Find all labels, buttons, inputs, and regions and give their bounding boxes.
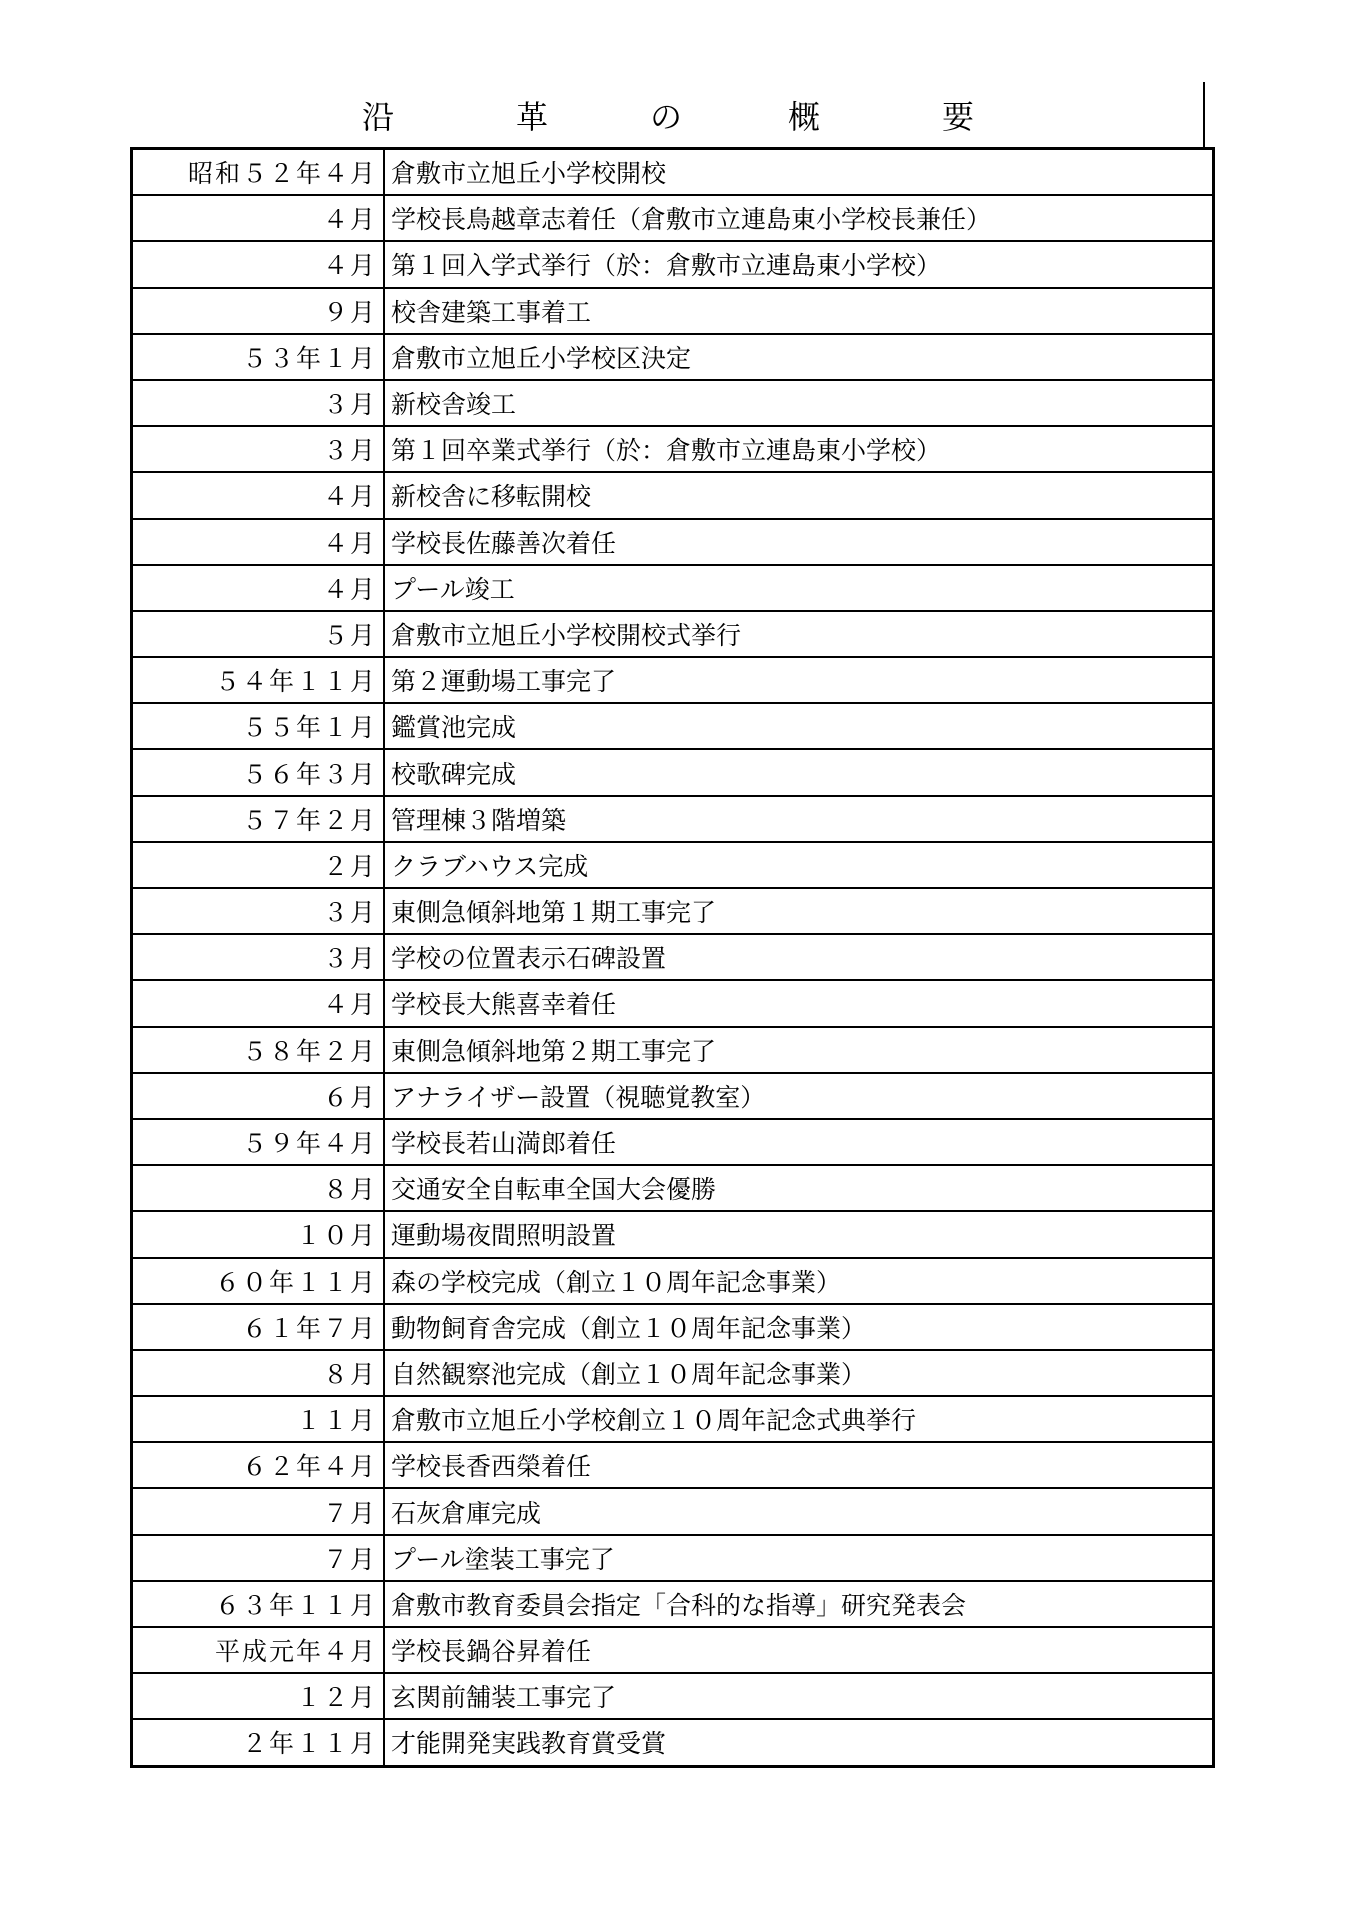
row-event: 校歌碑完成 bbox=[384, 749, 1214, 795]
table-row bbox=[132, 1719, 1214, 1766]
row-date: ５７年２月 bbox=[132, 796, 385, 842]
row-date: ５８年２月 bbox=[132, 1027, 385, 1073]
table-row bbox=[132, 472, 1214, 518]
table-row bbox=[132, 1396, 1214, 1442]
row-event: 東側急傾斜地第２期工事完了 bbox=[384, 1027, 1214, 1073]
row-event: 交通安全自転車全国大会優勝 bbox=[384, 1165, 1214, 1211]
table-row bbox=[132, 888, 1214, 934]
table-row bbox=[132, 1350, 1214, 1396]
table-row bbox=[132, 149, 1214, 196]
table-row bbox=[132, 1119, 1214, 1165]
row-event: 倉敷市立旭丘小学校区決定 bbox=[384, 334, 1214, 380]
row-event: 倉敷市立旭丘小学校開校式挙行 bbox=[384, 611, 1214, 657]
row-event: 倉敷市立旭丘小学校開校 bbox=[384, 149, 1214, 196]
table-row bbox=[132, 657, 1214, 703]
table-row bbox=[132, 980, 1214, 1026]
document-title bbox=[130, 92, 1205, 138]
row-date: ９月 bbox=[132, 288, 385, 334]
row-date: ３月 bbox=[132, 380, 385, 426]
table-row bbox=[132, 1211, 1214, 1257]
table-row bbox=[132, 519, 1214, 565]
row-date: ７月 bbox=[132, 1535, 385, 1581]
table-row bbox=[132, 1673, 1214, 1719]
row-date: ２月 bbox=[132, 842, 385, 888]
row-date: ４月 bbox=[132, 980, 385, 1026]
table-row bbox=[132, 426, 1214, 472]
row-event: 倉敷市教育委員会指定「合科的な指導」研究発表会 bbox=[384, 1581, 1214, 1627]
row-date: ３月 bbox=[132, 426, 385, 472]
row-date: ３月 bbox=[132, 934, 385, 980]
row-date: ５９年４月 bbox=[132, 1119, 385, 1165]
title-char: 革 bbox=[516, 98, 549, 136]
table-row bbox=[132, 749, 1214, 795]
table-row bbox=[132, 241, 1214, 287]
row-date: １２月 bbox=[132, 1673, 385, 1719]
row-event: クラブハウス完成 bbox=[384, 842, 1214, 888]
row-event: 倉敷市立旭丘小学校創立１０周年記念式典挙行 bbox=[384, 1396, 1214, 1442]
table-row bbox=[132, 1027, 1214, 1073]
row-date: ５月 bbox=[132, 611, 385, 657]
table-row bbox=[132, 1304, 1214, 1350]
table-row bbox=[132, 1258, 1214, 1304]
table-row bbox=[132, 288, 1214, 334]
row-date: ６０年１１月 bbox=[132, 1258, 385, 1304]
row-event: 森の学校完成（創立１０周年記念事業） bbox=[384, 1258, 1214, 1304]
table-row bbox=[132, 1535, 1214, 1581]
row-event: 運動場夜間照明設置 bbox=[384, 1211, 1214, 1257]
row-event: 才能開発実践教育賞受賞 bbox=[384, 1719, 1214, 1766]
row-date: ４月 bbox=[132, 472, 385, 518]
table-row bbox=[132, 796, 1214, 842]
title-char: 概 bbox=[788, 98, 821, 136]
table-row bbox=[132, 1627, 1214, 1673]
row-date: ５６年３月 bbox=[132, 749, 385, 795]
row-date: ６３年１１月 bbox=[132, 1581, 385, 1627]
row-event: 新校舎に移転開校 bbox=[384, 472, 1214, 518]
row-event: 学校長香西榮着任 bbox=[384, 1442, 1214, 1488]
row-event: アナライザー設置（視聴覚教室） bbox=[384, 1073, 1214, 1119]
row-event: 自然観察池完成（創立１０周年記念事業） bbox=[384, 1350, 1214, 1396]
row-date: １０月 bbox=[132, 1211, 385, 1257]
row-event: 第２運動場工事完了 bbox=[384, 657, 1214, 703]
row-date: １１月 bbox=[132, 1396, 385, 1442]
row-date: 昭和５２年４月 bbox=[132, 149, 385, 196]
row-event: 新校舎竣工 bbox=[384, 380, 1214, 426]
row-date: ８月 bbox=[132, 1165, 385, 1211]
table-row bbox=[132, 1581, 1214, 1627]
row-event: 学校長大熊喜幸着任 bbox=[384, 980, 1214, 1026]
row-event: 学校長鳥越章志着任（倉敷市立連島東小学校長兼任） bbox=[384, 195, 1214, 241]
table-row bbox=[132, 842, 1214, 888]
table-row bbox=[132, 1073, 1214, 1119]
row-event: 学校長佐藤善次着任 bbox=[384, 519, 1214, 565]
title-char: 要 bbox=[942, 98, 975, 136]
row-date: ５４年１１月 bbox=[132, 657, 385, 703]
table-row bbox=[132, 380, 1214, 426]
row-event: 玄関前舗装工事完了 bbox=[384, 1673, 1214, 1719]
history-table-body bbox=[132, 149, 1214, 1767]
table-row bbox=[132, 934, 1214, 980]
table-row bbox=[132, 334, 1214, 380]
row-event: 学校長鍋谷昇着任 bbox=[384, 1627, 1214, 1673]
row-date: ５５年１月 bbox=[132, 703, 385, 749]
row-event: プール塗装工事完了 bbox=[384, 1535, 1214, 1581]
table-row bbox=[132, 1488, 1214, 1534]
row-date: ６１年７月 bbox=[132, 1304, 385, 1350]
table-row bbox=[132, 1165, 1214, 1211]
row-date: 平成元年４月 bbox=[132, 1627, 385, 1673]
history-table bbox=[130, 147, 1215, 1768]
row-event: 管理棟３階増築 bbox=[384, 796, 1214, 842]
row-date: ５３年１月 bbox=[132, 334, 385, 380]
row-date: ７月 bbox=[132, 1488, 385, 1534]
title-char: 沿 bbox=[362, 98, 395, 136]
table-row bbox=[132, 195, 1214, 241]
row-date: ４月 bbox=[132, 195, 385, 241]
row-date: ３月 bbox=[132, 888, 385, 934]
row-event: 第１回卒業式挙行（於：倉敷市立連島東小学校） bbox=[384, 426, 1214, 472]
row-date: ８月 bbox=[132, 1350, 385, 1396]
row-date: ２年１１月 bbox=[132, 1719, 385, 1766]
row-event: 校舎建築工事着工 bbox=[384, 288, 1214, 334]
row-event: 動物飼育舎完成（創立１０周年記念事業） bbox=[384, 1304, 1214, 1350]
table-row bbox=[132, 1442, 1214, 1488]
row-event: 学校の位置表示石碑設置 bbox=[384, 934, 1214, 980]
row-event: 第１回入学式挙行（於：倉敷市立連島東小学校） bbox=[384, 241, 1214, 287]
table-row bbox=[132, 611, 1214, 657]
row-event: 石灰倉庫完成 bbox=[384, 1488, 1214, 1534]
table-row bbox=[132, 565, 1214, 611]
row-event: 東側急傾斜地第１期工事完了 bbox=[384, 888, 1214, 934]
row-date: ６２年４月 bbox=[132, 1442, 385, 1488]
row-event: 鑑賞池完成 bbox=[384, 703, 1214, 749]
row-date: ４月 bbox=[132, 241, 385, 287]
row-event: 学校長若山満郎着任 bbox=[384, 1119, 1214, 1165]
title-char: の bbox=[650, 98, 683, 136]
row-date: ４月 bbox=[132, 519, 385, 565]
row-date: ４月 bbox=[132, 565, 385, 611]
row-date: ６月 bbox=[132, 1073, 385, 1119]
table-row bbox=[132, 703, 1214, 749]
row-event: プール竣工 bbox=[384, 565, 1214, 611]
